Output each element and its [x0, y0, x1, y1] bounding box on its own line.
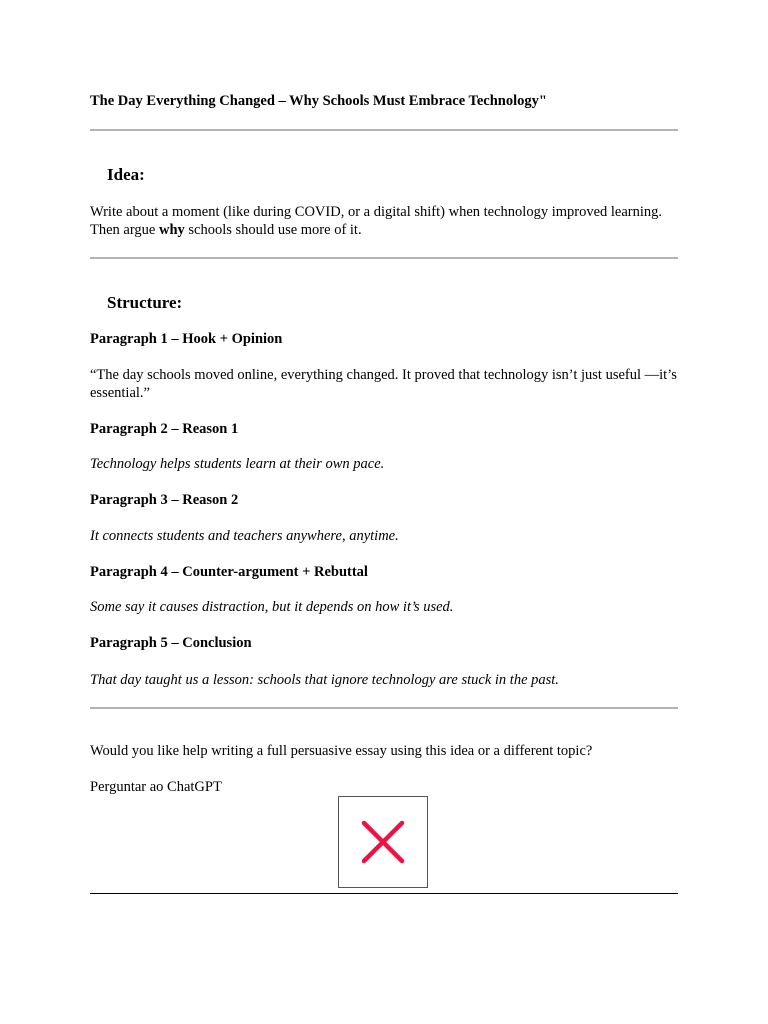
follow-up-question: Would you like help writing a full persuasive essay using this idea or a different topic?	[90, 743, 593, 759]
idea-text-emphasis: why	[158, 221, 185, 238]
paragraph-4-text: Some say it causes distraction, but it depends on how it’s used.	[90, 599, 454, 615]
paragraph-5-text: That day taught us a lesson: schools that ignore technology are stuck in the past.	[90, 672, 559, 688]
ask-chatgpt-text: Perguntar ao ChatGPT	[90, 779, 222, 795]
horizontal-divider	[90, 257, 678, 259]
idea-text-end: schools should use more of it.	[184, 221, 362, 238]
document-title: The Day Everything Changed – Why Schools Must Embrace Technology"	[90, 93, 547, 109]
broken-image-x-icon	[361, 820, 405, 864]
bottom-divider	[90, 893, 678, 894]
horizontal-divider	[90, 129, 678, 131]
paragraph-1-heading: Paragraph 1 – Hook + Opinion	[90, 331, 283, 347]
paragraph-1-text: “The day schools moved online, everything changed. It proved that technology isn’t just useful —it’s essential.”	[90, 367, 677, 401]
horizontal-divider	[90, 707, 678, 709]
paragraph-2-text: Technology helps students learn at their own pace.	[90, 456, 385, 472]
paragraph-3-text: It connects students and teachers anywhere, anytime.	[90, 528, 399, 544]
paragraph-4-heading: Paragraph 4 – Counter-argument + Rebuttal	[90, 564, 368, 580]
structure-heading: Structure:	[107, 293, 183, 312]
paragraph-2-heading: Paragraph 2 – Reason 1	[90, 421, 239, 437]
paragraph-5-heading: Paragraph 5 – Conclusion	[90, 635, 252, 651]
idea-text	[90, 204, 678, 239]
idea-text-start: Write about a moment (like during COVID, or a digital shift) when technology improved learning. Then argue	[90, 204, 663, 238]
paragraph-3-heading: Paragraph 3 – Reason 2	[90, 492, 239, 508]
broken-image-placeholder	[338, 796, 428, 888]
idea-heading: Idea:	[107, 165, 145, 184]
